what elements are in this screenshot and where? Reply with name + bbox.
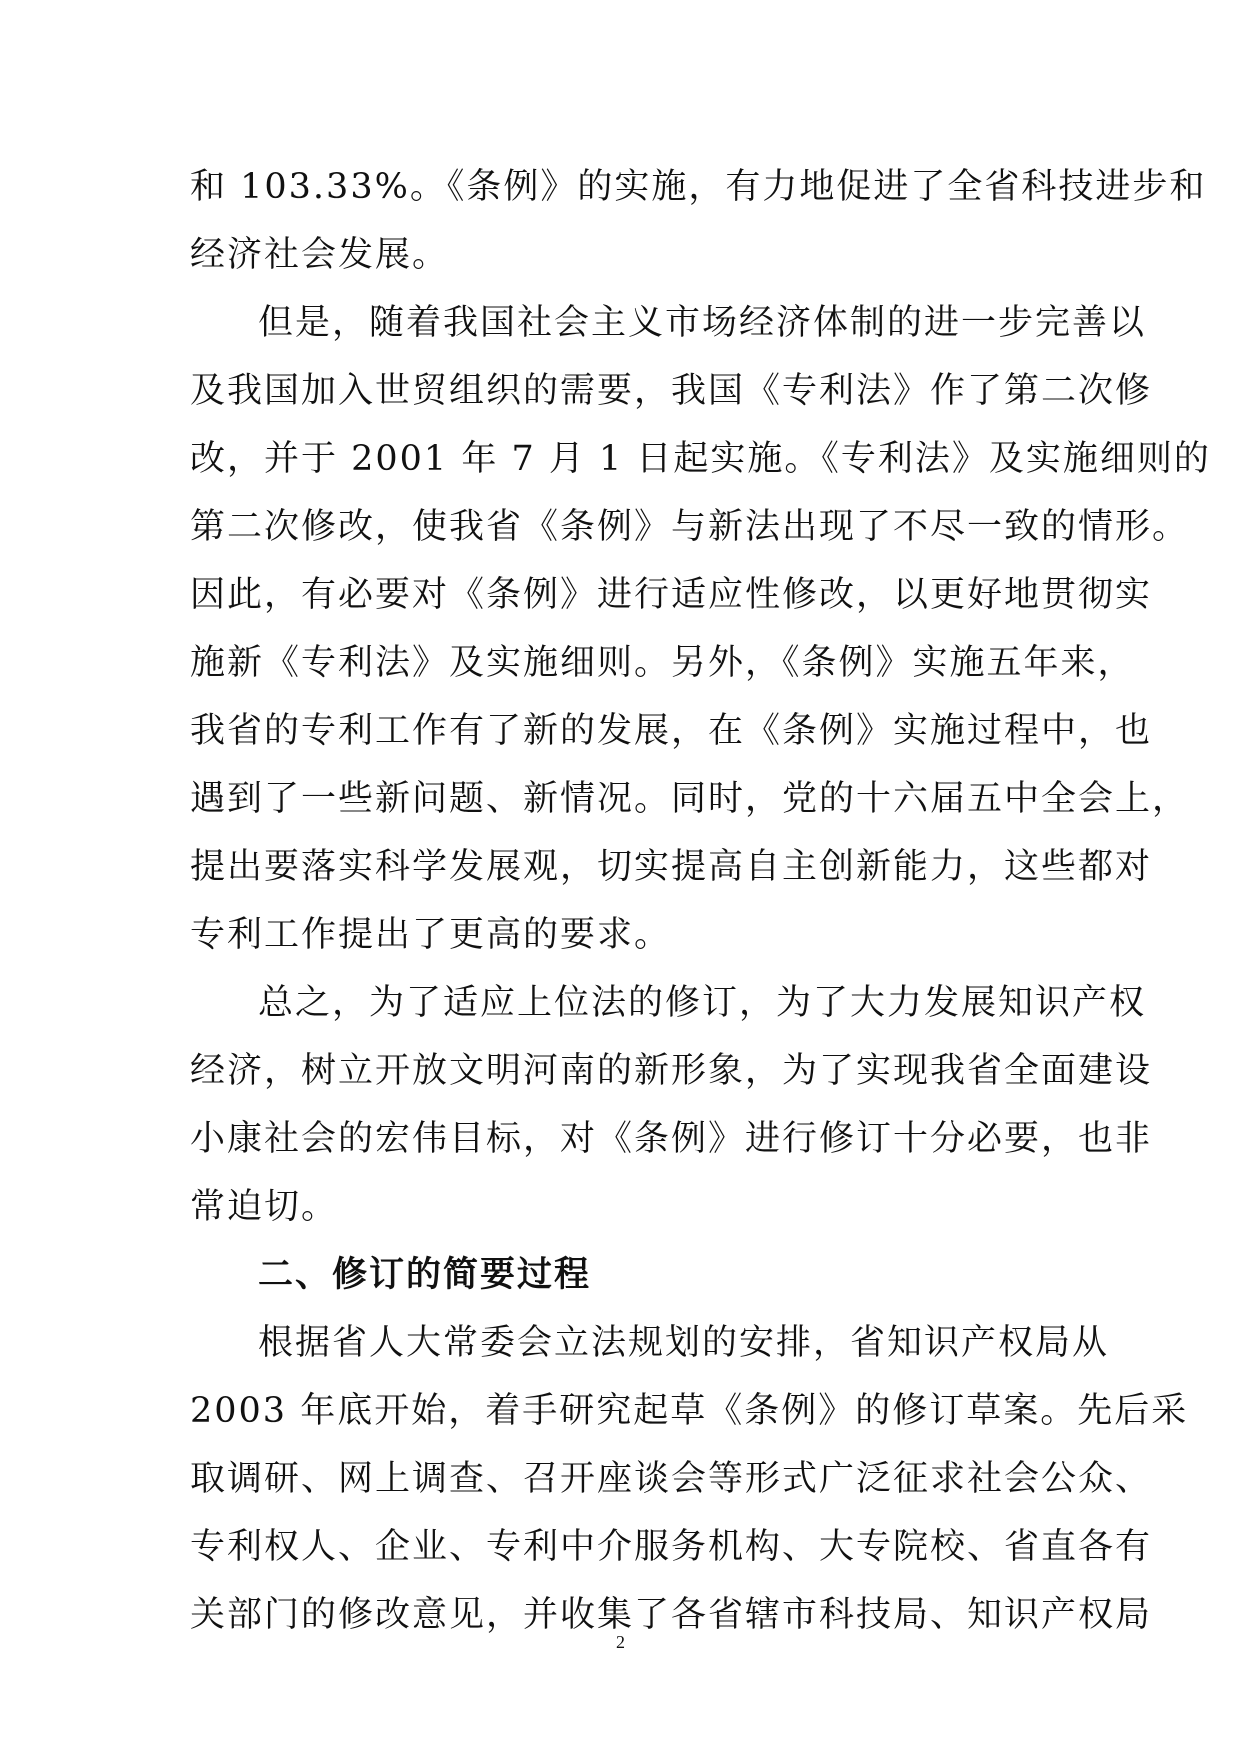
paragraph-line: 和 103.33%。《条例》的实施，有力地促进了全省科技进步和: [190, 167, 1207, 207]
paragraph-line: 但是，随着我国社会主义市场经济体制的进一步完善以: [258, 303, 1147, 343]
paragraph-line: 遇到了一些新问题、新情况。同时，党的十六届五中全会上，: [190, 779, 1190, 819]
paragraph-line: 常迫切。: [190, 1187, 339, 1227]
paragraph-line: 2003 年底开始，着手研究起草《条例》的修订草案。先后采: [190, 1391, 1189, 1431]
paragraph-line: 及我国加入世贸组织的需要，我国《专利法》作了第二次修: [190, 371, 1153, 411]
paragraph-line: 专利工作提出了更高的要求。: [190, 915, 672, 955]
paragraph-line: 取调研、网上调查、召开座谈会等形式广泛征求社会公众、: [190, 1459, 1153, 1499]
paragraph-line: 经济社会发展。: [190, 235, 450, 275]
paragraph-line: 改，并于 2001 年 7 月 1 日起实施。《专利法》及实施细则的: [190, 439, 1211, 479]
paragraph-line: 小康社会的宏伟目标，对《条例》进行修订十分必要，也非: [190, 1119, 1153, 1159]
paragraph-line: 经济，树立开放文明河南的新形象，为了实现我省全面建设: [190, 1051, 1153, 1091]
paragraph-line: 关部门的修改意见，并收集了各省辖市科技局、知识产权局: [190, 1595, 1153, 1635]
paragraph-line: 总之，为了适应上位法的修订，为了大力发展知识产权: [258, 983, 1147, 1023]
paragraph-line: 施新《专利法》及实施细则。另外，《条例》实施五年来，: [190, 643, 1135, 683]
page-number: 2: [616, 1632, 625, 1652]
paragraph-line: 根据省人大常委会立法规划的安排，省知识产权局从: [258, 1323, 1110, 1363]
section-heading: 二、修订的简要过程: [258, 1255, 592, 1295]
paragraph-line: 我省的专利工作有了新的发展，在《条例》实施过程中，也: [190, 711, 1153, 751]
paragraph-line: 因此，有必要对《条例》进行适应性修改，以更好地贯彻实: [190, 575, 1153, 615]
paragraph-line: 第二次修改，使我省《条例》与新法出现了不尽一致的情形。: [190, 507, 1190, 547]
paragraph-line: 提出要落实科学发展观，切实提高自主创新能力，这些都对: [190, 847, 1153, 887]
paragraph-line: 专利权人、企业、专利中介服务机构、大专院校、省直各有: [190, 1527, 1153, 1567]
